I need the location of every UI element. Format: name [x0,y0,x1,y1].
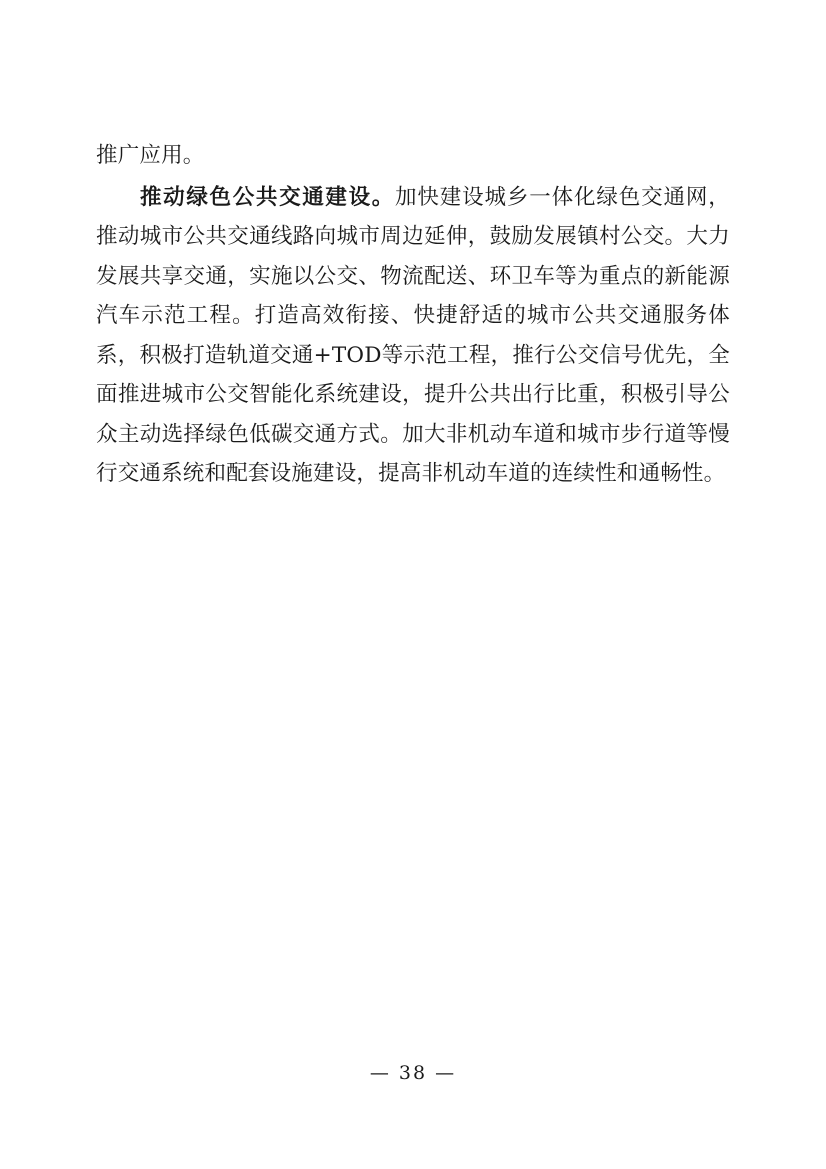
page-footer [0,1062,826,1084]
page-number: 38 [398,1062,428,1084]
footer-right-dash: — [435,1062,457,1084]
paragraph-text: 加快建设城乡一体化绿色交通网，推动城市公共交通线路向城市周边延伸，鼓励发展镇村公交。大力发展共享交通，实施以公交、物流配送、环卫车等为重点的新能源汽车示范工程。打造高效衔接、快捷舒适的城市公共交通服务体系，积极打造轨道交通+TOD等示范工程，推行公交信号优先，全面推进城市公交智能化系统建设，提升公共出行比重，积极引导公众主动选择绿色低碳交通方式。加大非机动车道和城市步行道等慢行交通系统和配套设施建设，提高非机动车道的连续性和通畅性。 [96,184,730,486]
paragraph-text: 推广应用。 [96,143,205,168]
page-body [96,136,730,494]
paragraph-continuation [96,136,730,176]
paragraph-lead-in: 推动绿色公共交通建设。 [140,184,395,210]
footer-left-dash: — [369,1062,391,1084]
paragraph-green-public-transit [96,178,730,494]
